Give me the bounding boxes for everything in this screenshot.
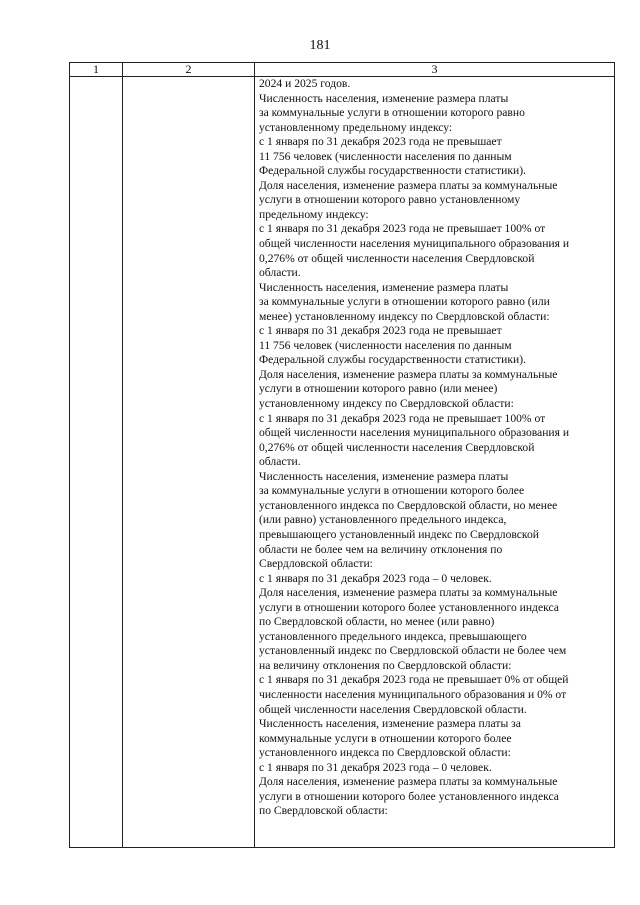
text-line: области не более чем на величину отклонения по [259,542,503,556]
text-line: Численность населения, изменение размера платы [259,280,509,294]
text-line: 0,276% от общей численности населения Свердловской [259,440,535,454]
text-line: с 1 января по 31 декабря 2023 года не превышает 0% от общей [259,673,569,687]
table-cell-col3 [255,77,615,848]
text-line: за коммунальные услуги в отношении которого более [259,484,525,498]
text-line: Свердловской области: [259,557,373,571]
text-line: коммунальные услуги в отношении которого более [259,731,512,745]
text-line: области. [259,455,301,469]
column-header-3: 3 [255,63,615,77]
text-line: с 1 января по 31 декабря 2023 года не превышает [259,135,502,149]
text-line: услуги в отношении которого равно установленному [259,193,521,207]
text-line: Федеральной службы государственности статистики). [259,353,526,367]
text-line: Численность населения, изменение размера платы [259,469,509,483]
text-line: 11 756 человек (численности населения по данным [259,149,512,163]
text-line: установленный индекс по Свердловской области не более чем [259,644,567,658]
column-header-2: 2 [123,63,255,77]
text-line: установленного предельного индекса, превышающего [259,629,527,643]
text-line: установленному индексу по Свердловской области: [259,397,514,411]
text-line: за коммунальные услуги в отношении которого равно [259,106,525,120]
table-cell-col1 [70,77,123,848]
text-line: общей численности населения муниципального образования и [259,237,570,251]
table-row [70,77,615,848]
page-number: 181 [309,38,331,53]
text-line: Доля населения, изменение размера платы за коммунальные [259,775,558,789]
text-line: общей численности населения Свердловской области. [259,702,527,716]
table-header-row [70,63,615,77]
text-line: области. [259,266,301,280]
text-line: 11 756 человек (численности населения по данным [259,338,512,352]
text-line: установленному предельному индексу: [259,120,453,134]
text-line: предельному индексу: [259,207,369,221]
text-line: Доля населения, изменение размера платы за коммунальные [259,586,558,600]
text-line: с 1 января по 31 декабря 2023 года не превышает 100% от [259,411,546,425]
column-header-1: 1 [70,63,123,77]
text-line: 2024 и 2025 годов. [259,77,351,90]
text-line: Численность населения, изменение размера платы за [259,717,521,731]
text-line: услуги в отношении которого равно (или менее) [259,382,498,396]
text-line: превышающего установленный индекс по Свердловской [259,527,539,541]
text-line: с 1 января по 31 декабря 2023 года – 0 человек. [259,571,492,585]
text-line: менее) установленному индексу по Свердловской области: [259,309,550,323]
text-line: услуги в отношении которого более установленного индекса [259,789,559,803]
text-line: с 1 января по 31 декабря 2023 года – 0 человек. [259,760,492,774]
text-line: Доля населения, изменение размера платы за коммунальные [259,367,558,381]
text-line: Численность населения, изменение размера платы [259,91,509,105]
text-line: с 1 января по 31 декабря 2023 года не превышает 100% от [259,222,546,236]
text-line: по Свердловской области, но менее (или равно) [259,615,495,629]
text-line: установленного индекса по Свердловской области: [259,746,511,760]
text-line: услуги в отношении которого более установленного индекса [259,600,559,614]
cell-text-block [259,77,614,819]
text-line: с 1 января по 31 декабря 2023 года не превышает [259,324,502,338]
document-table [69,62,615,848]
text-line: по Свердловской области: [259,804,388,818]
table-cell-col2 [123,77,255,848]
text-line: 0,276% от общей численности населения Свердловской [259,251,535,265]
text-line: на величину отклонения по Свердловской области: [259,658,512,672]
text-line: установленного индекса по Свердловской области, но менее [259,498,558,512]
text-line: общей численности населения муниципального образования и [259,426,570,440]
text-line: (или равно) установленного предельного индекса, [259,513,507,527]
text-line: численности населения муниципального образования и 0% от [259,687,567,701]
text-line: Федеральной службы государственности статистики). [259,164,526,178]
text-line: Доля населения, изменение размера платы за коммунальные [259,178,558,192]
text-line: за коммунальные услуги в отношении которого равно (или [259,295,550,309]
